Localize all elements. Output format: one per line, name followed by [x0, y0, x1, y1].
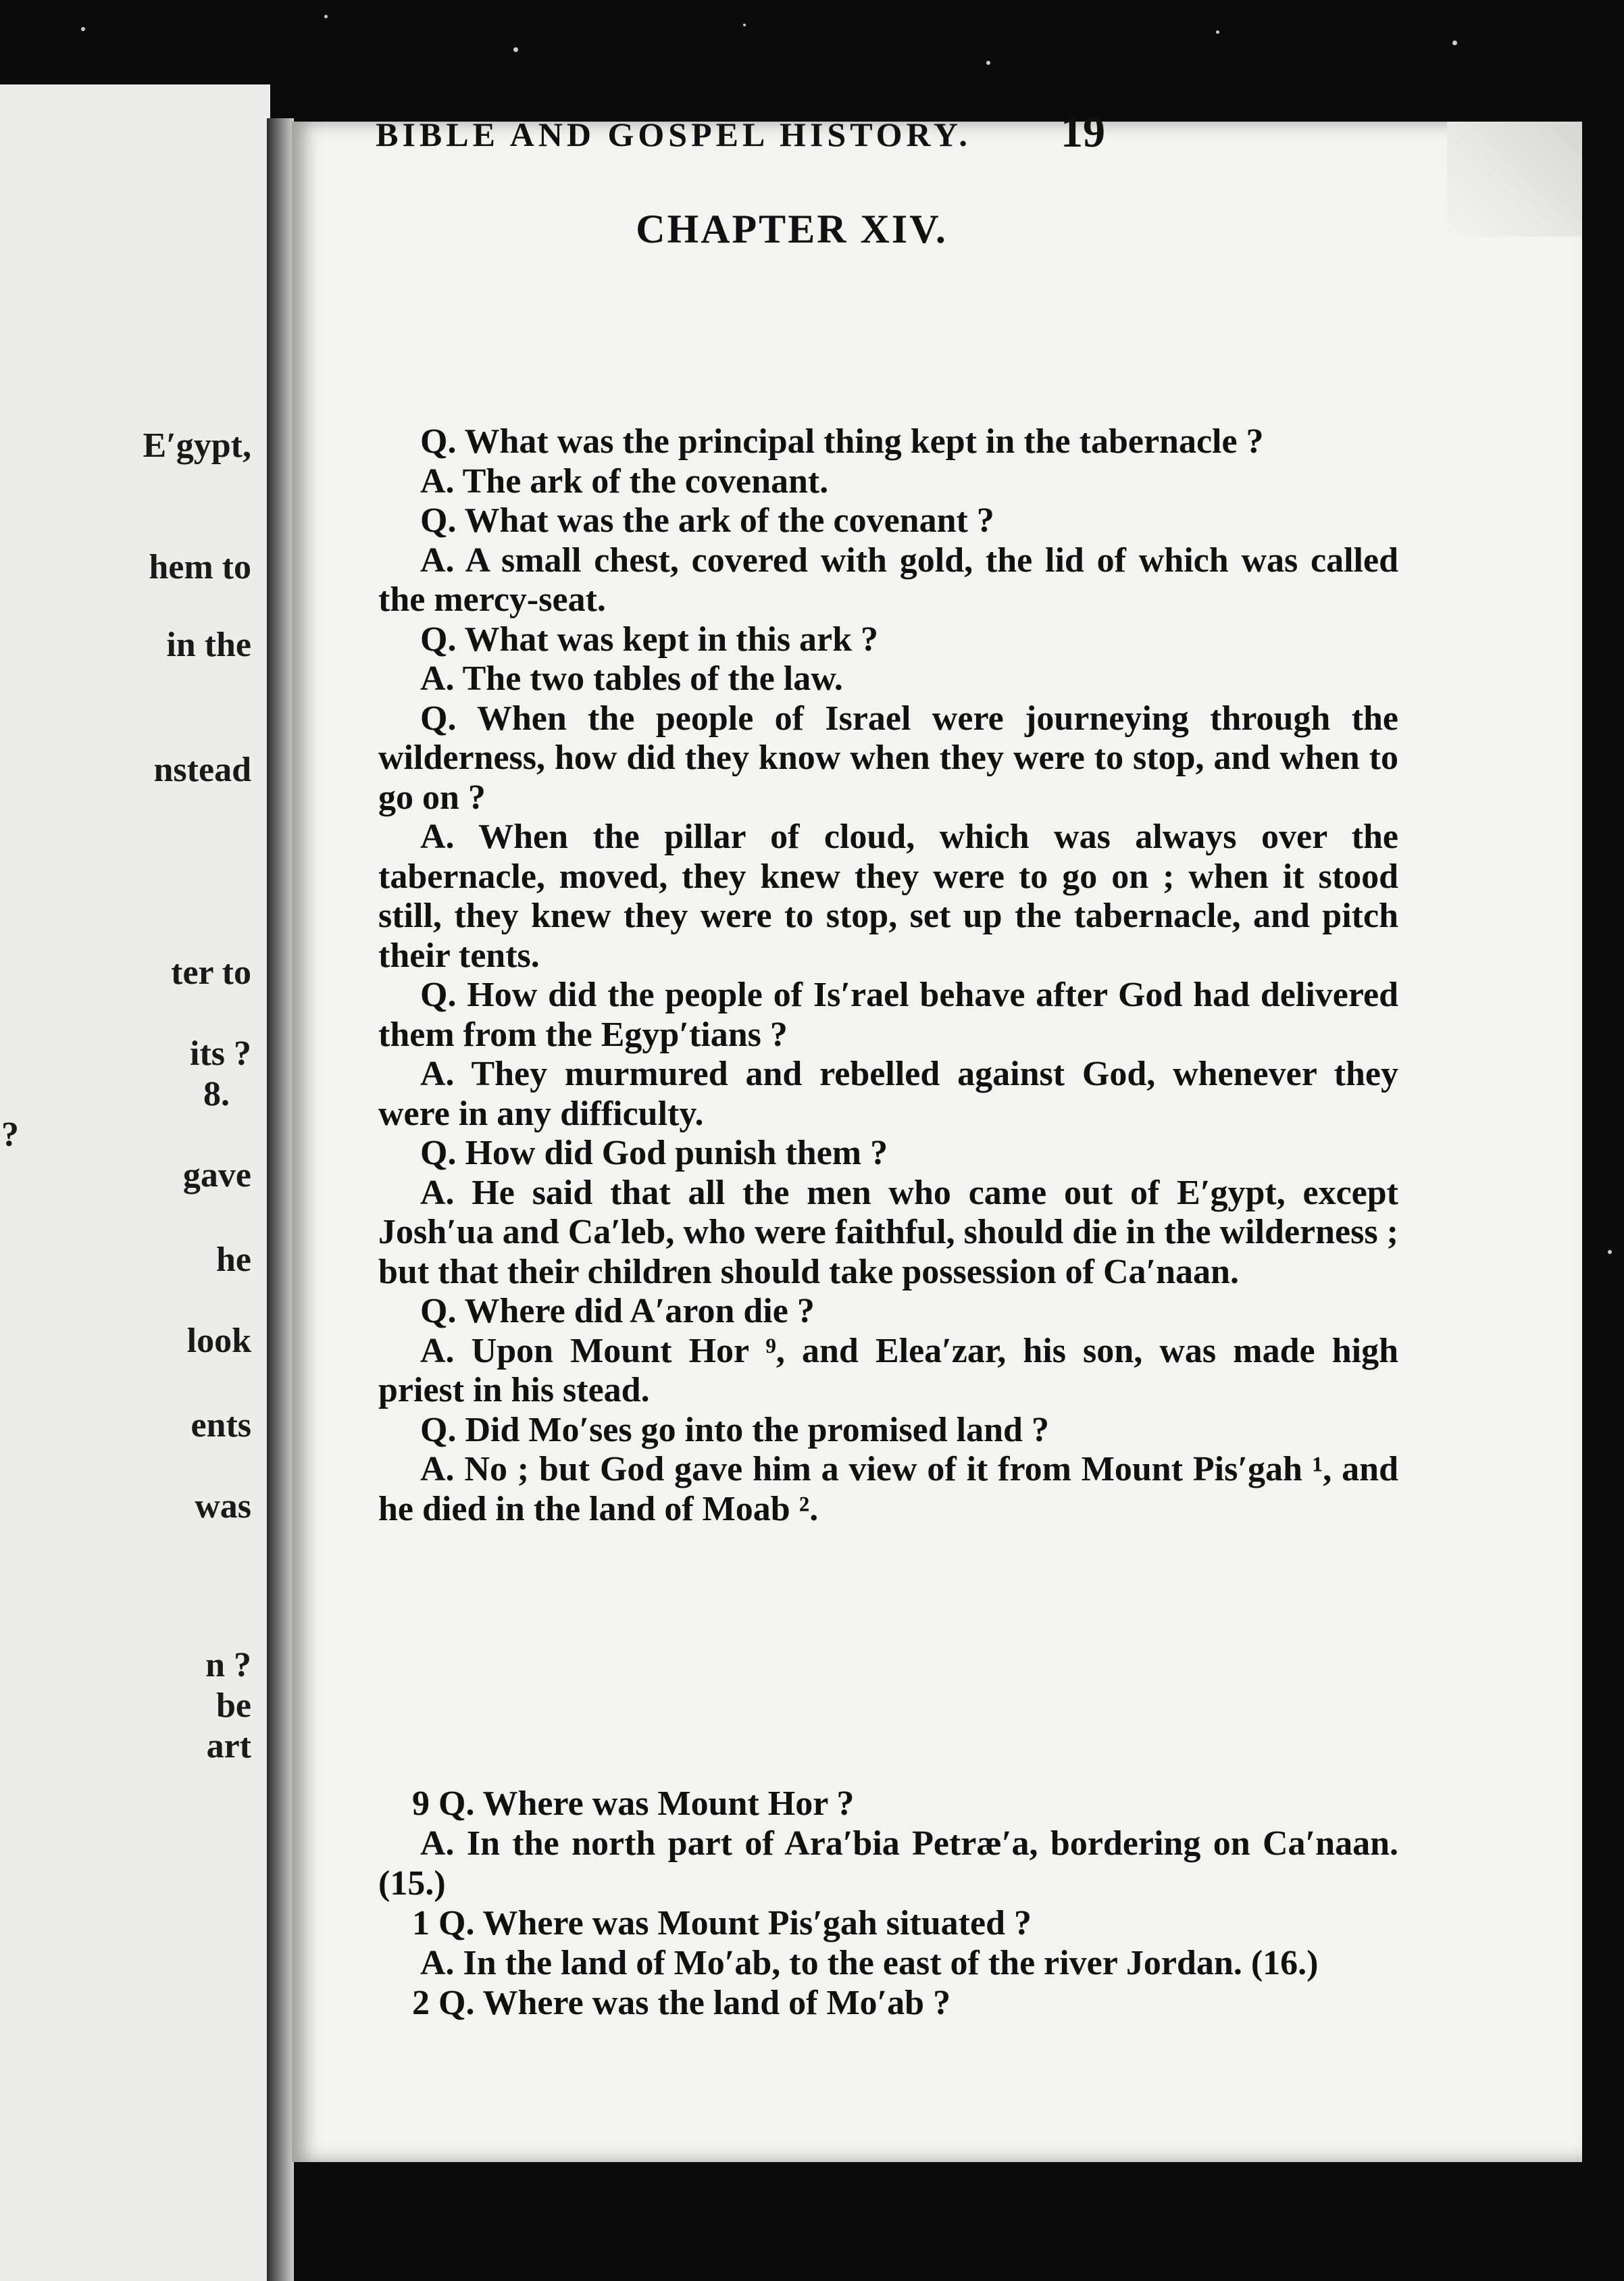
fragment-line: art	[206, 1727, 251, 1765]
fragment-line: ter to	[171, 953, 251, 992]
paragraph: Q. Where did A′aron die ?	[420, 1292, 815, 1330]
chapter-body	[378, 422, 1398, 1529]
paragraph: Q. What was the ark of the covenant ?	[420, 501, 994, 540]
fragment-line: ?	[1, 1116, 19, 1154]
paragraph: A. Upon Mount Hor ⁹, and Elea′zar, his son, was made high priest in his stead.	[378, 1331, 1398, 1409]
chapter-heading: CHAPTER XIV.	[636, 207, 948, 251]
book-page	[292, 122, 1582, 2162]
fragment-line: was	[195, 1487, 251, 1526]
dust-speck	[986, 61, 990, 65]
footnote-answer: A. In the north part of Ara′bia Petræ′a, bordering on Ca′naan. (15.)	[378, 1824, 1398, 1903]
paragraph: Q. What was kept in this ark ?	[420, 620, 879, 659]
running-title: BIBLE AND GOSPEL HISTORY.	[376, 116, 971, 153]
facing-page-fragment	[0, 84, 270, 2281]
paragraph: A. They murmured and rebelled against God, whenever they were in any difficulty.	[378, 1055, 1398, 1133]
dust-speck	[1452, 41, 1457, 45]
paragraph: A. When the pillar of cloud, which was always over the tabernacle, moved, they knew they were to go on ; when it stood still, they knew they were to stop, set up the tabernacle, and pitch their tents.	[378, 818, 1398, 975]
fragment-line: n ?	[205, 1646, 251, 1684]
fragment-line: its ?	[190, 1034, 251, 1073]
dust-speck	[1608, 1250, 1612, 1254]
footnote-question: 2 Q. Where was the land of Mo′ab ?	[412, 1984, 951, 2022]
fragment-line: E′gypt,	[143, 426, 251, 465]
fragment-line: he	[216, 1240, 251, 1279]
paragraph: A. A small chest, covered with gold, the lid of which was called the mercy-seat.	[378, 541, 1398, 619]
fragment-line: ents	[191, 1406, 251, 1445]
paragraph: Q. When the people of Israel were journeying through the wilderness, how did they know when they were to stop, and when to go on ?	[378, 699, 1398, 817]
paragraph: A. He said that all the men who came out of E′gypt, except Josh′ua and Ca′leb, who were faithful, should die in the wilderness ; but that their children should take possession of Ca′naan.	[378, 1173, 1398, 1291]
paragraph: Q. What was the principal thing kept in the tabernacle ?	[420, 422, 1264, 461]
fragment-line: nstead	[153, 751, 251, 789]
footnotes	[378, 1784, 1398, 2023]
paragraph: Q. How did God punish them ?	[420, 1134, 888, 1172]
dust-speck	[743, 24, 746, 26]
footnote-question: 9 Q. Where was Mount Hor ?	[412, 1784, 855, 1823]
dust-speck	[324, 15, 328, 18]
fragment-line: gave	[182, 1156, 251, 1195]
book-gutter	[267, 118, 294, 2281]
dust-speck	[1216, 30, 1219, 34]
fragment-line: hem to	[149, 548, 251, 586]
dust-speck	[513, 47, 518, 52]
footnote-answer: A. In the land of Mo′ab, to the east of the river Jordan. (16.)	[420, 1944, 1319, 1982]
page-corner-fold	[1447, 122, 1582, 236]
dust-speck	[81, 27, 85, 31]
paragraph: A. The ark of the covenant.	[420, 461, 829, 501]
paragraph: Q. How did the people of Is′rael behave after God had delivered them from the Egyp′tians ?	[378, 976, 1398, 1054]
footnote-question: 1 Q. Where was Mount Pis′gah situated ?	[412, 1904, 1032, 1942]
paragraph: A. No ; but God gave him a view of it from Mount Pis′gah ¹, and he died in the land of Moab ².	[378, 1450, 1398, 1528]
page-number: 19	[1061, 107, 1105, 157]
paragraph: A. The two tables of the law.	[420, 659, 843, 698]
fragment-line: in the	[166, 626, 251, 664]
fragment-line: 8.	[203, 1075, 230, 1113]
fragment-line: be	[216, 1686, 251, 1725]
fragment-line: look	[186, 1322, 251, 1360]
paragraph: Q. Did Mo′ses go into the promised land ?	[420, 1410, 1049, 1449]
